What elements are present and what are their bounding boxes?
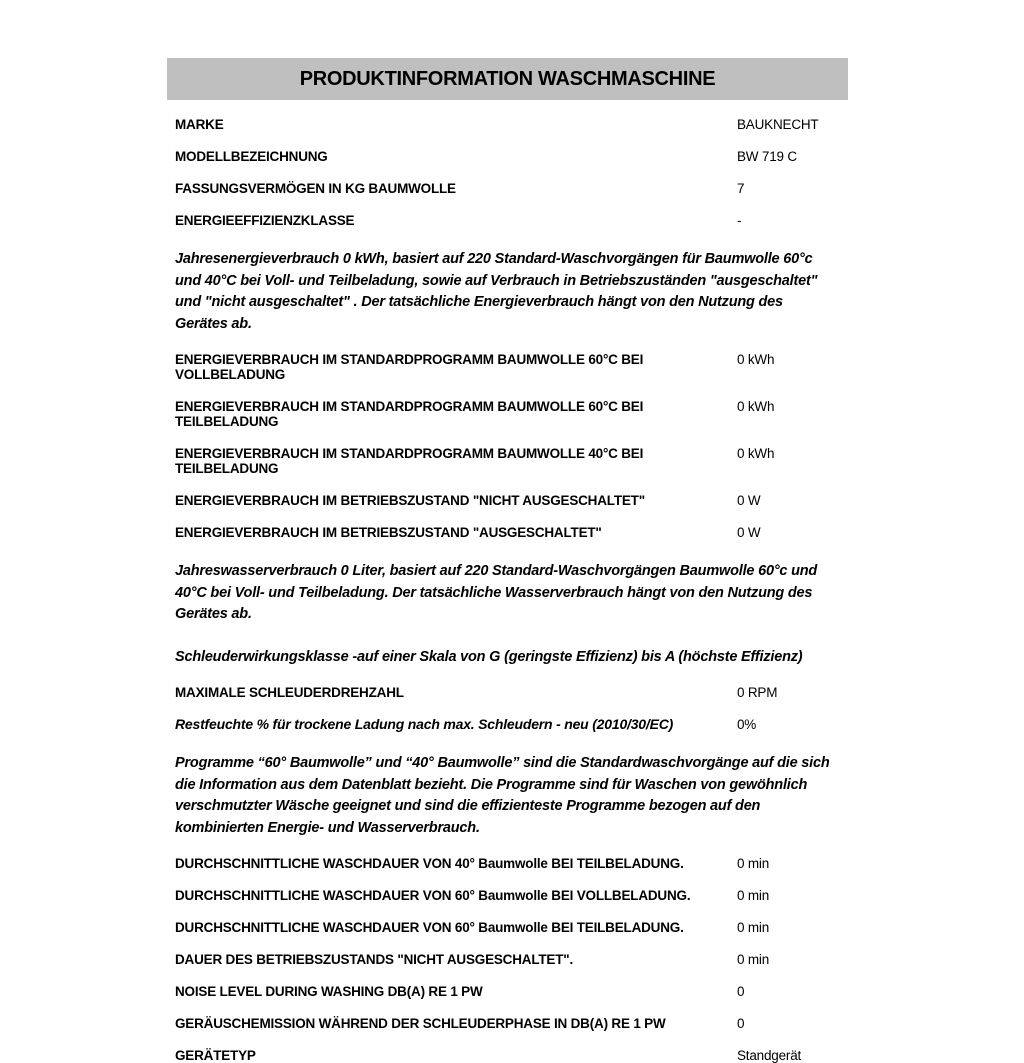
- spec-label: ENERGIEEFFIZIENZKLASSE: [175, 213, 355, 228]
- spec-row-energie-60-voll: [167, 352, 848, 382]
- spec-row-noise-level-washing: [167, 984, 848, 999]
- spec-row-waschdauer-40-teil: [167, 856, 848, 871]
- note-annual-energy: Jahresenergieverbrauch 0 kWh, basiert auf 220 Standard-Waschvorgängen für Baumwolle 60°c und 40°C bei Voll- und Teilbeladung, sowie auf Verbrauch in Betriebszuständen "ausgeschaltet" und "nicht ausgeschaltet" . Der tatsächliche Energieverbrauch hängt von den Nutzung des Gerätes ab.: [175, 251, 818, 332]
- spec-label: ENERGIEVERBRAUCH IM STANDARDPROGRAMM BAUMWOLLE 40°C BEI TEILBELADUNG: [175, 446, 644, 476]
- spec-label: DURCHSCHNITTLICHE WASCHDAUER VON 60° Baumwolle BEI VOLLBELADUNG.: [175, 888, 691, 903]
- spec-row-restfeuchte: [167, 717, 848, 732]
- spec-label: DURCHSCHNITTLICHE WASCHDAUER VON 60° Baumwolle BEI TEILBELADUNG.: [175, 920, 684, 935]
- spec-label: FASSUNGSVERMÖGEN IN KG BAUMWOLLE: [175, 181, 456, 196]
- spec-value: BAUKNECHT: [737, 117, 819, 132]
- spec-row-energie-60-teil: [167, 399, 848, 429]
- spec-label: MAXIMALE SCHLEUDERDREHZAHL: [175, 685, 404, 700]
- title-banner: [167, 58, 848, 100]
- spec-row-marke: [167, 117, 848, 132]
- spec-row-betrieb-ausgeschaltet: [167, 525, 848, 540]
- spec-label: DAUER DES BETRIEBSZUSTANDS "NICHT AUSGESCHALTET".: [175, 952, 574, 967]
- page-title: PRODUKTINFORMATION WASCHMASCHINE: [299, 67, 716, 90]
- spec-value: 0 W: [737, 525, 761, 540]
- spec-row-betrieb-nicht-ausgeschaltet: [167, 493, 848, 508]
- spec-row-fassungsvermoegen: [167, 181, 848, 196]
- spec-value: Standgerät: [737, 1048, 802, 1063]
- spec-label: ENERGIEVERBRAUCH IM STANDARDPROGRAMM BAUMWOLLE 60°C BEI TEILBELADUNG: [175, 399, 644, 429]
- spec-label: DURCHSCHNITTLICHE WASCHDAUER VON 40° Baumwolle BEI TEILBELADUNG.: [175, 856, 684, 871]
- spec-value: 0 min: [737, 952, 770, 967]
- spec-label: MARKE: [175, 117, 224, 132]
- spec-label: NOISE LEVEL DURING WASHING DB(A) RE 1 PW: [175, 984, 483, 999]
- spec-label: ENERGIEVERBRAUCH IM BETRIEBSZUSTAND "AUSGESCHALTET": [175, 525, 602, 540]
- spec-value: 0 min: [737, 856, 770, 871]
- note-spin-efficiency-class: Schleuderwirkungsklasse -auf einer Skala von G (geringste Effizienz) bis A (höchste Effizienz): [175, 648, 803, 665]
- spec-value: 0 kWh: [737, 352, 775, 367]
- spec-row-energieeffizienzklasse: [167, 213, 848, 228]
- spec-value: -: [737, 213, 742, 228]
- spec-value: 0 kWh: [737, 446, 775, 461]
- spec-row-geraetetyp: [167, 1048, 848, 1063]
- spec-value: BW 719 C: [737, 149, 797, 164]
- spec-row-max-schleuderdrehzahl: [167, 685, 848, 700]
- spec-value: 0%: [737, 717, 757, 732]
- spec-value: 0 RPM: [737, 685, 778, 700]
- note-annual-water: Jahreswasserverbrauch 0 Liter, basiert auf 220 Standard-Waschvorgängen Baumwolle 60°c und 40°C bei Voll- und Teilbeladung. Der tatsächliche Wasserverbrauch hängt von den Nutzung des Gerätes ab.: [175, 563, 818, 622]
- spec-row-waschdauer-60-teil: [167, 920, 848, 935]
- spec-row-modellbezeichnung: [167, 149, 848, 164]
- spec-label: ENERGIEVERBRAUCH IM STANDARDPROGRAMM BAUMWOLLE 60°C BEI VOLLBELADUNG: [175, 352, 644, 382]
- spec-row-energie-40-teil: [167, 446, 848, 476]
- spec-row-waschdauer-60-voll: [167, 888, 848, 903]
- spec-value: 0 W: [737, 493, 761, 508]
- note-standard-programmes: Programme “60° Baumwolle” und “40° Baumwolle” sind die Standardwaschvorgänge auf die sich die Information aus dem Datenblatt bezieht. Die Programme sind für Waschen von gewöhnlich verschmutzter Wäsche geeignet und sind die effizienteste Programme bezogen auf den kombinierten Energie- und Wasserverbrauch.: [175, 755, 830, 836]
- spec-label: MODELLBEZEICHNUNG: [175, 149, 328, 164]
- spec-label: ENERGIEVERBRAUCH IM BETRIEBSZUSTAND "NICHT AUSGESCHALTET": [175, 493, 645, 508]
- spec-value: 0: [737, 1016, 745, 1031]
- spec-value: 0 min: [737, 888, 770, 903]
- spec-row-dauer-nicht-ausgeschaltet: [167, 952, 848, 967]
- spec-label: GERÄUSCHEMISSION WÄHREND DER SCHLEUDERPHASE IN DB(A) RE 1 PW: [175, 1016, 666, 1031]
- spec-value: 7: [737, 181, 745, 196]
- product-info-sheet: [167, 58, 848, 1063]
- spec-label: Restfeuchte % für trockene Ladung nach max. Schleudern - neu (2010/30/EC): [175, 716, 674, 732]
- spec-value: 0 min: [737, 920, 770, 935]
- spec-value: 0: [737, 984, 745, 999]
- spec-value: 0 kWh: [737, 399, 775, 414]
- spec-label: GERÄTETYP: [175, 1048, 256, 1063]
